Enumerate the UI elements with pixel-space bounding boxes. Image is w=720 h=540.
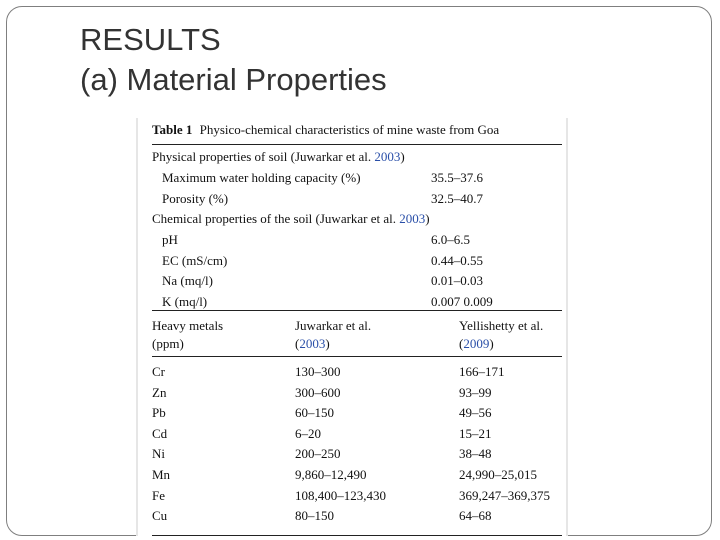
chemical-property-name: pH <box>162 232 178 247</box>
metals-col2-year: (2003) <box>295 336 330 351</box>
metals-col3-year: (2009) <box>459 336 494 351</box>
table-rule-middle <box>152 310 562 311</box>
slide-title-line2: (a) Material Properties <box>80 62 387 97</box>
table-rule-top <box>152 144 562 145</box>
table-caption <box>152 122 499 138</box>
metal-yellishetty-value: 166–171 <box>459 364 505 379</box>
metal-row <box>152 426 562 446</box>
physical-property-name: Maximum water holding capacity (%) <box>162 170 361 185</box>
metal-name: Fe <box>152 487 165 503</box>
physical-property-value: 32.5–40.7 <box>431 190 483 206</box>
metals-col2-header: Juwarkar et al. <box>295 318 372 333</box>
metal-juwarkar-value: 200–250 <box>295 446 341 462</box>
metal-row <box>152 508 562 528</box>
table-rule-metals <box>152 356 562 357</box>
physical-property-name: Porosity (%) <box>162 190 229 206</box>
chemical-property-value: 0.007 0.009 <box>431 293 493 309</box>
chemical-header-text: Chemical properties of the soil (Juwarkar et al. <box>152 211 400 226</box>
metal-name: Cd <box>152 425 168 441</box>
chemical-properties-header <box>152 211 562 231</box>
metal-juwarkar-value: 300–600 <box>295 384 341 400</box>
physical-row <box>152 191 562 211</box>
metals-header-row2 <box>152 336 562 356</box>
chemical-property-name: Na (mq/l) <box>162 273 213 288</box>
physical-row <box>152 170 562 190</box>
metal-name: Cr <box>152 364 165 379</box>
table-figure <box>136 118 568 536</box>
chemical-row <box>152 232 562 252</box>
metal-juwarkar-value: 108,400–123,430 <box>295 487 386 503</box>
chemical-property-value: 0.44–0.55 <box>431 252 483 268</box>
metal-yellishetty-value: 93–99 <box>459 384 492 400</box>
metals-header-row1 <box>152 318 562 338</box>
chemical-property-name: K (mq/l) <box>162 293 208 309</box>
physical-header-close: ) <box>400 149 405 164</box>
slide-title-line1: RESULTS <box>80 22 221 57</box>
metal-yellishetty-value: 15–21 <box>459 425 492 441</box>
chemical-row <box>152 273 562 293</box>
table-caption-text: Physico-chemical characteristics of mine waste from Goa <box>199 122 500 137</box>
chemical-row <box>152 253 562 273</box>
physical-property-value: 35.5–37.6 <box>431 170 483 185</box>
chemical-property-name: EC (mS/cm) <box>162 252 228 268</box>
physical-properties-header <box>152 149 562 169</box>
metal-row <box>152 364 562 384</box>
metal-yellishetty-value: 49–56 <box>459 405 492 421</box>
metal-row <box>152 446 562 466</box>
metal-yellishetty-value: 38–48 <box>459 446 492 462</box>
metal-name: Pb <box>152 405 166 421</box>
metal-yellishetty-value: 24,990–25,015 <box>459 467 537 482</box>
chemical-header-year-link[interactable]: 2003 <box>399 211 426 226</box>
metal-name: Ni <box>152 446 165 462</box>
metal-yellishetty-value: 369,247–369,375 <box>459 487 550 503</box>
physical-header-text: Physical properties of soil (Juwarkar et al. <box>152 149 375 164</box>
chemical-property-value: 0.01–0.03 <box>431 273 483 288</box>
metals-col3-year-link[interactable]: 2009 <box>463 336 490 351</box>
metal-row <box>152 385 562 405</box>
metal-row <box>152 488 562 508</box>
metals-col3-header: Yellishetty et al. <box>459 318 544 333</box>
metal-juwarkar-value: 80–150 <box>295 508 334 524</box>
table-rule-bottom <box>152 535 562 536</box>
metal-row <box>152 405 562 425</box>
metals-col1-unit: (ppm) <box>152 336 184 351</box>
metals-col2-year-link[interactable]: 2003 <box>299 336 326 351</box>
metals-col1-header: Heavy metals <box>152 318 224 333</box>
metal-name: Mn <box>152 467 171 482</box>
metal-name: Cu <box>152 508 168 524</box>
slide-title <box>80 20 387 100</box>
metal-juwarkar-value: 6–20 <box>295 425 321 441</box>
metal-juwarkar-value: 9,860–12,490 <box>295 467 367 482</box>
metal-row <box>152 467 562 487</box>
metal-juwarkar-value: 60–150 <box>295 405 334 421</box>
physical-header-year-link[interactable]: 2003 <box>374 149 401 164</box>
metal-juwarkar-value: 130–300 <box>295 364 341 379</box>
chemical-header-close: ) <box>425 211 430 226</box>
chemical-property-value: 6.0–6.5 <box>431 232 470 247</box>
metal-yellishetty-value: 64–68 <box>459 508 492 524</box>
table-label: Table 1 <box>152 122 193 137</box>
metal-name: Zn <box>152 384 167 400</box>
